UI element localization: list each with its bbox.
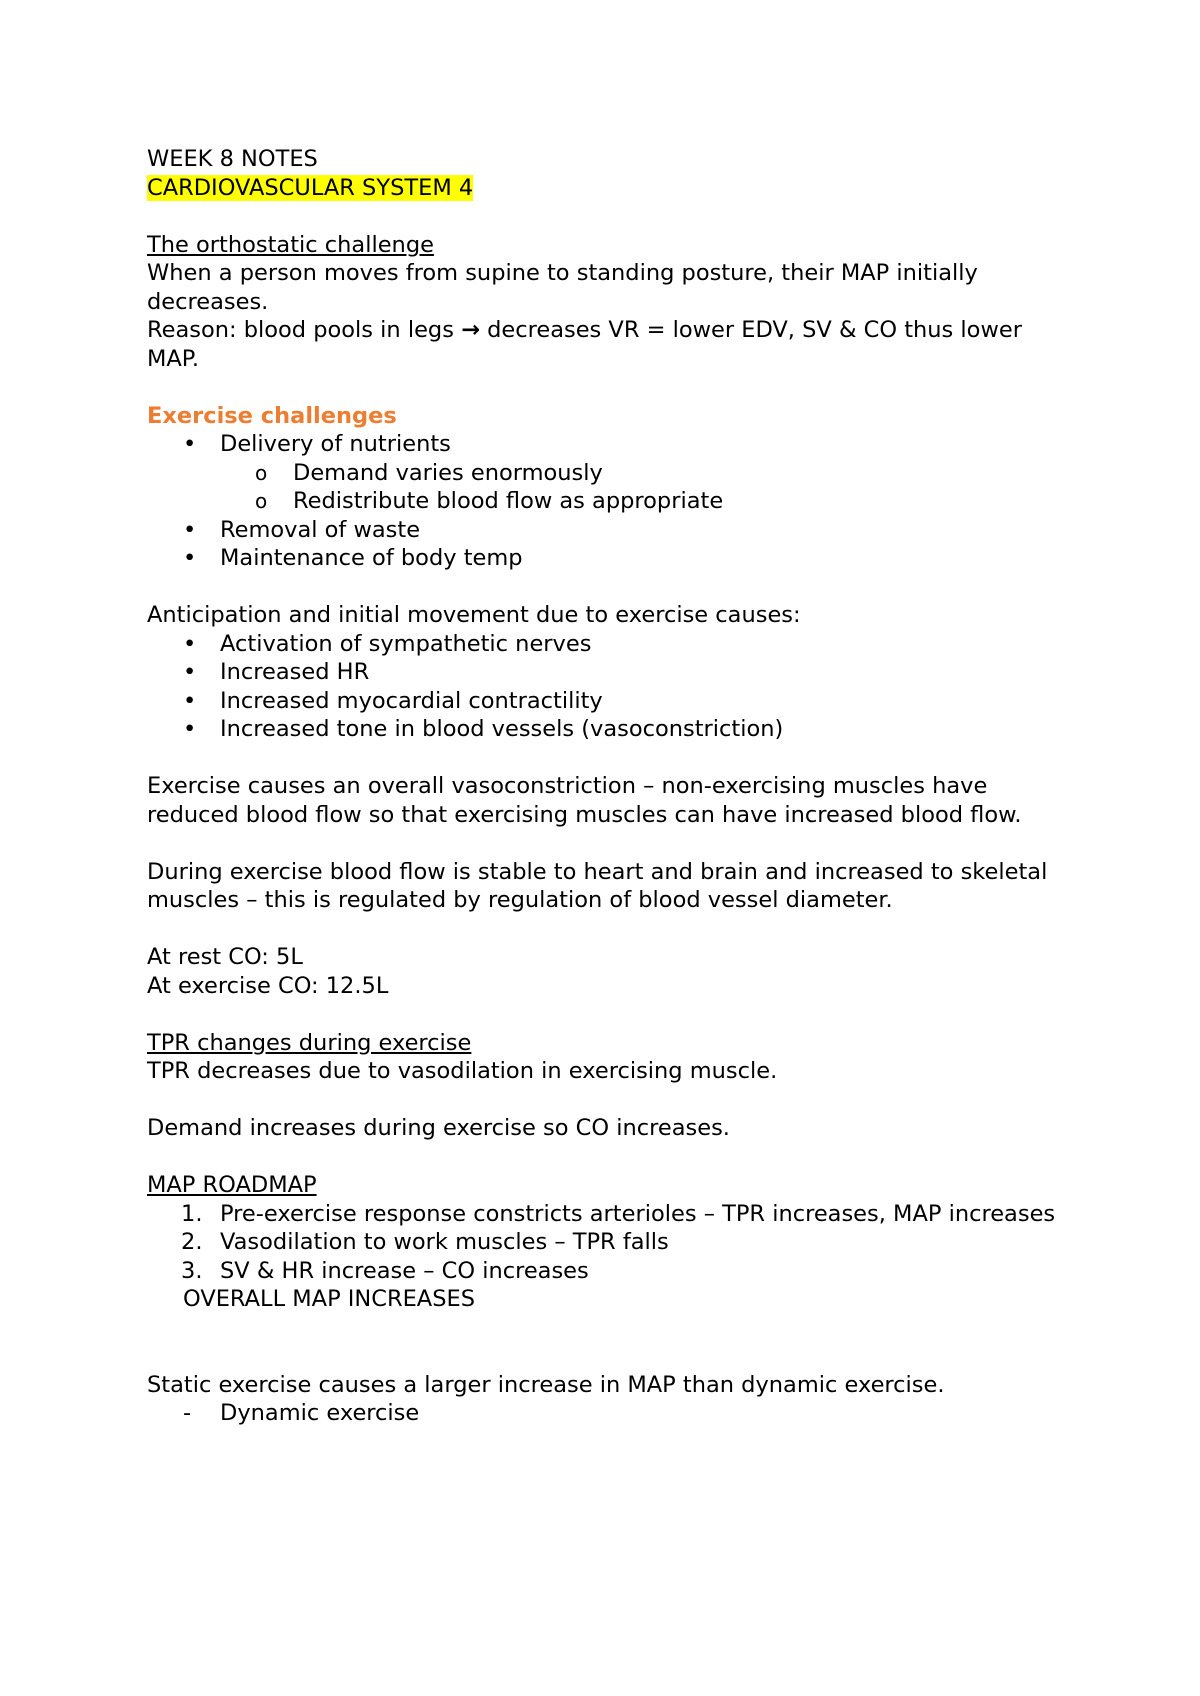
exercise-challenges-heading: Exercise challenges [147,402,397,429]
orthostatic-paragraph: When a person moves from supine to standing posture, their MAP initially decreases. [147,260,978,315]
list-item-text: Delivery of nutrients [220,431,451,457]
anticipation-intro: Anticipation and initial movement due to exercise causes: [147,602,801,628]
anticipation-list [147,630,1067,744]
list-item-text: Maintenance of body temp [220,545,523,571]
reason-text-end: decreases VR = lower EDV, SV & CO thus lower MAP. [147,317,1022,372]
reason-text-start: Reason: blood pools in legs [147,317,462,343]
list-item [147,687,1067,716]
list-item-text: Removal of waste [220,516,421,543]
list-item [147,658,1067,687]
list-item [147,1257,1067,1286]
roadmap-list [147,1200,1067,1286]
list-item [147,1228,1067,1257]
co-at-exercise: At exercise CO: 12.5L [147,972,389,999]
list-item [147,715,1067,744]
list-item [147,630,1067,659]
list-item-text: Dynamic exercise [220,1400,420,1426]
dash-icon: - [183,1400,192,1426]
bullet-icon: • [183,545,197,571]
bullet-icon: • [183,431,197,457]
list-item [147,1200,1067,1229]
bullet-icon: • [183,716,197,742]
blood-flow-paragraph: During exercise blood flow is stable to heart and brain and increased to skeletal muscles – this is regulated by regulation of blood vessel diameter. [147,858,1048,913]
list-number: 2. [181,1229,203,1255]
tpr-paragraph: TPR decreases due to vasodilation in exercising muscle. [147,1058,778,1084]
dynamic-list [147,1399,1067,1428]
list-item-text: Pre-exercise response constricts arterioles – TPR increases, MAP increases [220,1200,1056,1227]
list-item-text: Activation of sympathetic nerves [220,630,592,657]
circle-bullet-icon: o [255,489,268,513]
circle-bullet-icon: o [255,460,268,485]
bullet-icon: • [183,516,197,543]
document-page [147,145,1067,1428]
list-item-text: SV & HR increase – CO increases [220,1257,589,1284]
list-number: 1. [181,1200,203,1227]
document-subtitle: CARDIOVASCULAR SYSTEM 4 [147,174,474,201]
orthostatic-reason [147,316,1067,373]
list-subitem-text: Redistribute blood flow as appropriate [293,488,724,514]
list-subitem-text: Demand varies enormously [293,459,603,486]
list-item-text: Increased myocardial contractility [220,687,603,714]
list-item-text: Increased tone in blood vessels (vasoconstriction) [220,716,784,742]
bullet-icon: • [183,659,197,685]
bullet-icon: • [183,630,197,657]
bullet-icon: • [183,687,197,714]
roadmap-heading: MAP ROADMAP [147,1172,317,1198]
orthostatic-heading: The orthostatic challenge [147,231,434,258]
list-item-text: Increased HR [220,659,370,685]
list-item [147,430,1067,459]
tpr-heading: TPR changes during exercise [147,1029,472,1056]
exercise-challenges-list [147,430,1067,573]
co-at-rest: At rest CO: 5L [147,944,303,970]
vasoconstriction-paragraph: Exercise causes an overall vasoconstriction – non-exercising muscles have reduced blood flow so that exercising muscles can have increased blood flow. [147,773,1022,828]
list-item [147,516,1067,545]
list-subitem [147,487,1067,516]
list-number: 3. [181,1257,203,1284]
document-title: WEEK 8 NOTES [147,146,318,172]
list-item-text: Vasodilation to work muscles – TPR falls [220,1229,669,1255]
list-subitem [147,459,1067,488]
demand-paragraph: Demand increases during exercise so CO increases. [147,1115,730,1141]
arrow-icon: → [461,317,480,343]
list-item [147,1399,1067,1428]
list-item [147,544,1067,573]
static-exercise-paragraph: Static exercise causes a larger increase in MAP than dynamic exercise. [147,1371,945,1398]
roadmap-overall: OVERALL MAP INCREASES [183,1286,475,1312]
